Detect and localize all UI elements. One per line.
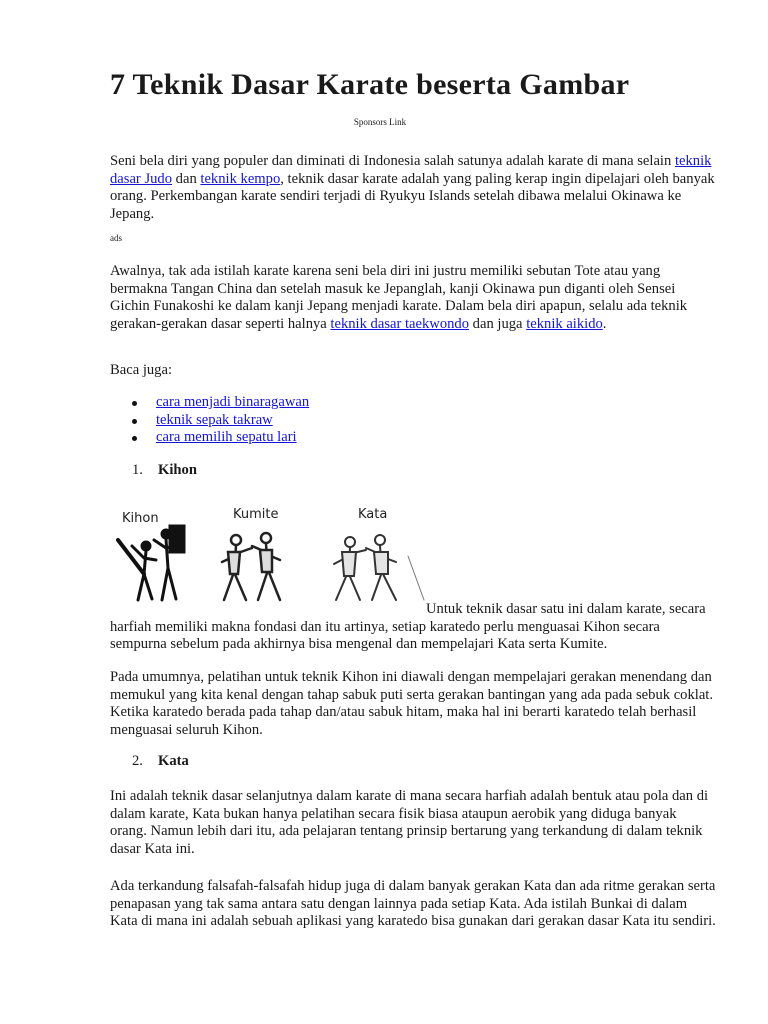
link-teknik-sepak-takraw[interactable]: teknik sepak takraw bbox=[156, 411, 273, 428]
origin-paragraph bbox=[110, 263, 716, 333]
kihon-figures bbox=[118, 526, 184, 600]
kumite-figures bbox=[222, 533, 280, 600]
link-cara-memilih-sepatu-lari[interactable]: cara memilih sepatu lari bbox=[156, 429, 297, 446]
page-title: 7 Teknik Dasar Karate beserta Gambar bbox=[110, 68, 630, 101]
figure-label-kihon: Kihon bbox=[122, 511, 159, 526]
section-title: Kata bbox=[158, 753, 189, 769]
origin-text-2: dan juga bbox=[469, 315, 527, 332]
link-cara-menjadi-binaragawan[interactable]: cara menjadi binaragawan bbox=[156, 394, 310, 410]
link-teknik-aikido[interactable]: teknik aikido bbox=[526, 315, 603, 332]
intro-text-1: Seni bela diri yang populer dan diminati di Indonesia salah satunya adalah karate di mana selain bbox=[110, 153, 675, 169]
section-number: 2. bbox=[132, 753, 143, 769]
figure-label-kumite: Kumite bbox=[233, 507, 279, 522]
intro-text-2: dan bbox=[172, 170, 201, 187]
figure-label-kata: Kata bbox=[358, 507, 388, 522]
kihon-paragraph-1: Untuk teknik dasar satu ini dalam karate, secara harfiah memiliki makna fondasi dan itu artinya, setiap karatedo perlu menguasai Kihon secara sempurna sebelum pada akhirnya bisa mengenal dan mempelajari Kata serta Kumite. bbox=[110, 601, 706, 653]
section-title: Kihon bbox=[158, 462, 197, 478]
link-teknik-dasar-taekwondo[interactable]: teknik dasar taekwondo bbox=[330, 315, 470, 332]
kata-figures bbox=[334, 535, 424, 600]
list-item bbox=[110, 429, 309, 447]
link-teknik-kempo[interactable]: teknik kempo bbox=[200, 170, 281, 187]
list-item bbox=[110, 412, 309, 430]
section-heading-kata bbox=[132, 753, 189, 771]
ads-label: ads bbox=[110, 233, 122, 243]
intro-paragraph bbox=[110, 153, 716, 223]
kata-paragraph-2: Ada terkandung falsafah-falsafah hidup juga di dalam banyak gerakan Kata dan ada ritme gerakan serta penapasan yang tak sama antara satu dengan lainnya pada setiap Kata. Ada istilah Bunkai di dalam Kata di mana ini adalah sebuah aplikasi yang karatedo bisa gunakan dari gerakan dasar Kata itu sendiri. bbox=[110, 878, 716, 930]
link-teknik-dasar-judo[interactable]: teknik dasar Judo bbox=[110, 153, 712, 187]
origin-text-3: . bbox=[602, 315, 607, 332]
karate-figures-illustration bbox=[108, 496, 428, 608]
list-item bbox=[110, 394, 309, 412]
baca-juga-label: Baca juga: bbox=[110, 362, 172, 378]
section-number: 1. bbox=[132, 462, 143, 478]
origin-text-1: Awalnya, tak ada istilah karate karena seni bela diri ini justru memiliki sebutan Tote atau yang bermakna Tangan China dan setelah masuk ke Jepanglah, kanji Okinawa pun diganti oleh Sensei Gichin Funakoshi ke dalam kanji Jepang menjadi karate. Dalam bela diri apapun, selalu ada teknik gerakan-gerakan dasar seperti halnya bbox=[110, 263, 688, 332]
kihon-paragraph-2: Pada umumnya, pelatihan untuk teknik Kihon ini diawali dengan mempelajari gerakan menendang dan memukul yang kita kenal dengan tahap sabuk puti serta gerakan bantingan yang ada pada sebuk coklat. Ketika karatedo berada pada tahap dan/atau sabuk hitam, maka hal ini berarti karatedo telah berhasil menguasai seluruh Kihon. bbox=[110, 669, 714, 738]
karate-techniques-image bbox=[108, 496, 428, 608]
section-heading-kihon bbox=[132, 462, 197, 480]
sponsors-link-label: Sponsors Link bbox=[353, 117, 407, 127]
intro-text-3: , teknik dasar karate adalah yang paling kerap ingin dipelajari oleh banyak orang. Perkembangan karate sendiri terjadi di Ryukyu Islands setelah dibawa melalui Okinawa ke Jepang. bbox=[110, 170, 715, 222]
kata-paragraph-1: Ini adalah teknik dasar selanjutnya dalam karate di mana secara harfiah adalah bentuk atau pola dan di dalam karate, Kata bukan hanya pelatihan secara fisik biasa ataupun aerobik yang diduga banyak orang. Namun lebih dari itu, ada pelajaran tentang prinsip bertarung yang terkandung di dalam teknik dasar Kata ini. bbox=[110, 788, 709, 857]
related-links-list bbox=[110, 394, 309, 447]
